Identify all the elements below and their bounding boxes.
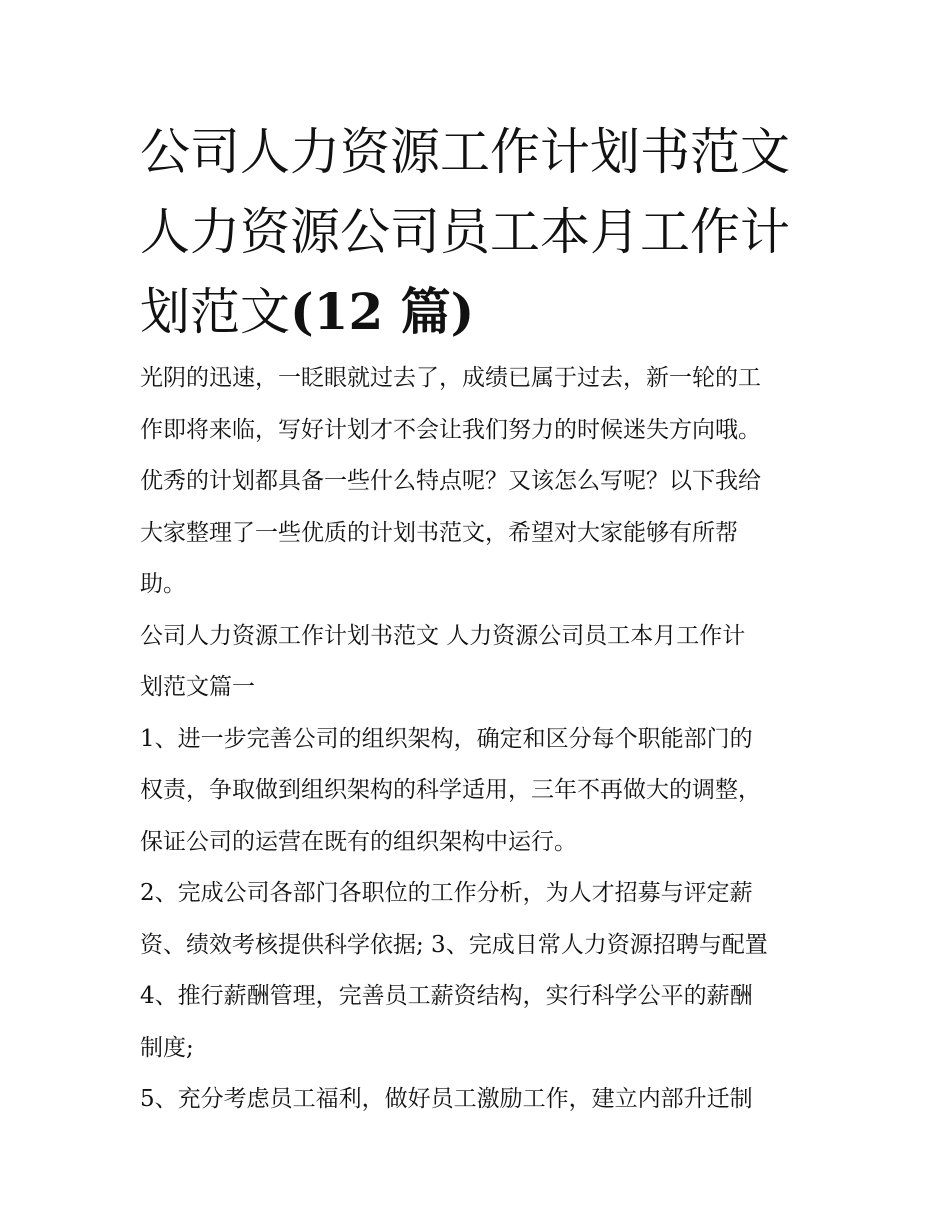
text-line: 作即将来临，写好计划才不会让我们努力的时候迷失方向哦。: [140, 416, 761, 443]
document-body: [140, 353, 830, 1126]
title-line: 人力资源公司员工本月工作计: [140, 203, 790, 261]
text-line: 公司人力资源工作计划书范文 人力资源公司员工本月工作计: [140, 622, 746, 649]
list-item: [140, 1074, 830, 1126]
text-line: 4、推行薪酬管理，完善员工薪资结构，实行科学公平的薪酬: [140, 983, 753, 1009]
section-heading: [140, 611, 830, 714]
text-line: 1、进一步完善公司的组织架构，确定和区分每个职能部门的: [140, 725, 753, 752]
list-item: [140, 714, 830, 869]
text-line: 权责，争取做到组织架构的科学适用，三年不再做大的调整，: [140, 777, 761, 803]
text-line: 2、完成公司各部门各职位的工作分析，为人才招募与评定薪: [140, 880, 753, 906]
intro-paragraph: [140, 353, 830, 611]
text-line: 大家整理了一些优质的计划书范文，希望对大家能够有所帮: [140, 519, 738, 546]
text-line: 光阴的迅速，一眨眼就过去了，成绩已属于过去，新一轮的工: [140, 365, 761, 391]
title-line-text: 划范文: [140, 283, 290, 341]
title-count: (12 篇): [290, 282, 475, 341]
document-title: [140, 112, 820, 352]
title-line: 公司人力资源工作计划书范文: [140, 123, 790, 181]
text-line: 5、充分考虑员工福利，做好员工激励工作，建立内部升迁制: [140, 1086, 753, 1112]
list-item: [140, 868, 830, 971]
text-line: 制度;: [140, 1034, 194, 1061]
text-line: 保证公司的运营在既有的组织架构中运行。: [140, 828, 577, 855]
list-item: [140, 971, 830, 1074]
text-line: 助。: [140, 571, 186, 597]
text-line: 划范文篇一: [140, 674, 255, 700]
text-line: 优秀的计划都具备一些什么特点呢？又该怎么写呢？以下我给: [140, 468, 761, 494]
text-line: 资、绩效考核提供科学依据; 3、完成日常人力资源招聘与配置: [140, 931, 768, 958]
title-line: [140, 272, 820, 352]
